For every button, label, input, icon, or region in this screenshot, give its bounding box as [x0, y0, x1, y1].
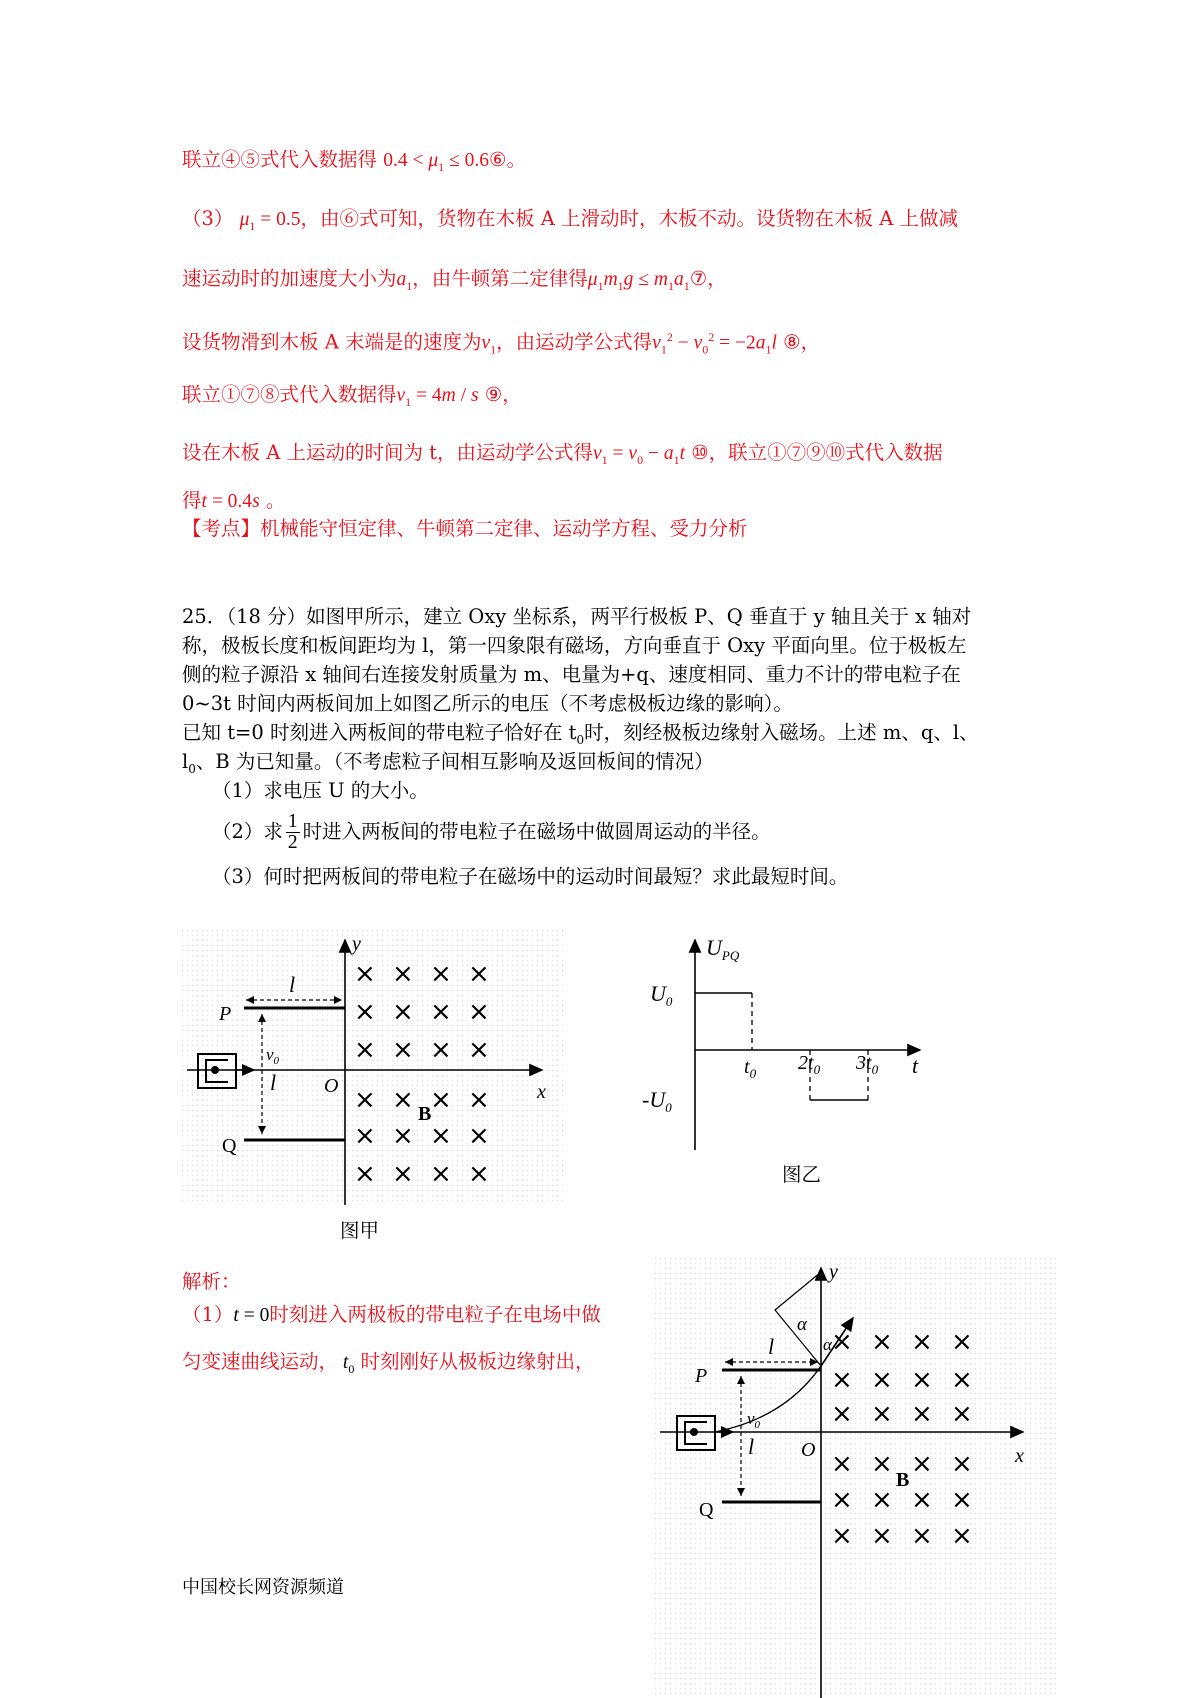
- label-x: x: [1015, 1445, 1024, 1467]
- field-mark: ×: [430, 959, 452, 989]
- solution-line-1: 联立④⑤式代入数据得 $0.4 < \mu_1$ ≤ 0.6⑥。: [182, 148, 526, 174]
- footer-source: 中国校长网资源频道: [182, 1577, 344, 1598]
- figure-b-caption: 图乙: [782, 1163, 822, 1186]
- field-mark: ×: [951, 1521, 973, 1551]
- field-mark: ×: [468, 1159, 490, 1189]
- label-b: B: [418, 1103, 432, 1125]
- field-mark: ×: [354, 1085, 376, 1115]
- label-alpha-2: α: [823, 1335, 832, 1354]
- figure-b: [640, 935, 970, 1160]
- label-t: t: [912, 1053, 919, 1078]
- field-mark: ×: [871, 1449, 893, 1479]
- field-mark: ×: [831, 1449, 853, 1479]
- label-b: B: [896, 1469, 910, 1491]
- field-mark: ×: [354, 1159, 376, 1189]
- label-neg-u0: $-U_0$: [642, 1087, 672, 1115]
- field-mark: ×: [354, 997, 376, 1027]
- solution-text: 联立④⑤式代入数据得: [182, 148, 378, 171]
- figure-a-caption: 图甲: [340, 1219, 380, 1242]
- field-mark: ×: [911, 1399, 933, 1429]
- field-mark: ×: [468, 1085, 490, 1115]
- source-dot: [211, 1066, 219, 1074]
- solution-line-4: 设货物滑到木板 A 末端是的速度为$v_1$，由运动学公式得$v_1^2 - v_0^2 = -2a_1l$ ⑧，: [182, 330, 821, 357]
- field-mark: ×: [354, 1121, 376, 1151]
- field-mark: ×: [392, 1085, 414, 1115]
- field-mark: ×: [831, 1399, 853, 1429]
- problem-line-2: 称，极板长度和板间距均为 l，第一四象限有磁场，方向垂直于 Oxy 平面向里。位于极板左: [182, 634, 967, 657]
- problem-line-6: $l_0$、B 为已知量。（不考虑粒子间相互影响及返回板间的情况）: [182, 750, 714, 776]
- problem-line-3: 侧的粒子源沿 x 轴间右连接发射质量为 m、电量为+q、速度相同、重力不计的带电粒子在: [182, 663, 961, 686]
- label-y: y: [352, 933, 361, 955]
- label-3t0: $3t_0$: [856, 1052, 879, 1077]
- analysis-line-1: （1）t = 0时刻进入两极板的带电粒子在电场中做: [182, 1303, 601, 1326]
- label-upq: $U_{PQ}$: [706, 935, 740, 963]
- label-l-side: l: [270, 1070, 277, 1095]
- solution-line-2: （3） $\mu_1 = 0.5$，由⑥式可知，货物在木板 A 上滑动时，木板不动。设货物在木板 A 上做减: [182, 207, 959, 233]
- field-mark: ×: [951, 1485, 973, 1515]
- label-v0: $v_0$: [747, 1409, 761, 1431]
- field-mark: ×: [871, 1399, 893, 1429]
- solution-line-3: 速运动时的加速度大小为$a_1$，由牛顿第二定律得$\mu_1m_1g$ ≤ $m_1a_1⑦$，: [182, 267, 727, 293]
- fraction-half: $\frac{1}{2}$: [287, 811, 298, 853]
- field-mark: ×: [430, 1121, 452, 1151]
- field-mark: ×: [831, 1365, 853, 1395]
- question-1: （1）求电压 U 的大小。: [212, 779, 429, 802]
- field-mark: ×: [871, 1521, 893, 1551]
- field-mark: ×: [392, 997, 414, 1027]
- kaodian-line: 【考点】机械能守恒定律、牛顿第二定律、运动学方程、受力分析: [182, 517, 748, 540]
- field-mark: ×: [911, 1485, 933, 1515]
- field-mark: ×: [911, 1521, 933, 1551]
- question-3: （3）何时把两板间的带电粒子在磁场中的运动时间最短？求此最短时间。: [212, 865, 849, 888]
- field-mark: ×: [951, 1365, 973, 1395]
- label-2t0: $2t_0$: [798, 1052, 821, 1077]
- label-p: P: [695, 1365, 708, 1387]
- field-mark: ×: [871, 1365, 893, 1395]
- field-mark: ×: [430, 1035, 452, 1065]
- label-y: y: [829, 1261, 838, 1283]
- label-x: x: [537, 1081, 546, 1103]
- label-u0: $U_0$: [650, 981, 673, 1009]
- solution-line-5: 联立①⑦⑧式代入数据得$v_1 = 4m / s$ ⑨，: [182, 383, 522, 409]
- field-mark: ×: [951, 1327, 973, 1357]
- field-mark: ×: [392, 1159, 414, 1189]
- field-mark: ×: [430, 1159, 452, 1189]
- field-mark: ×: [951, 1399, 973, 1429]
- field-mark: ×: [911, 1449, 933, 1479]
- field-mark: ×: [831, 1327, 853, 1357]
- field-mark: ×: [468, 1035, 490, 1065]
- field-mark: ×: [392, 959, 414, 989]
- question-2: （2）求 $\frac{1}{2}$ 时进入两板间的带电粒子在磁场中做圆周运动的半径。: [212, 811, 771, 853]
- label-l-top: l: [768, 1334, 775, 1359]
- dotted-background: [655, 1258, 1060, 1698]
- label-l-side: l: [748, 1434, 755, 1459]
- label-q: Q: [222, 1135, 237, 1157]
- label-origin: O: [324, 1075, 339, 1097]
- label-v0: $v_0$: [266, 1045, 280, 1067]
- field-mark: ×: [430, 1085, 452, 1115]
- label-p: P: [219, 1003, 232, 1025]
- problem-line-1: 25．（18 分）如图甲所示，建立 Oxy 坐标系，两平行极板 P、Q 垂直于 y 轴且关于 x 轴对: [182, 605, 972, 628]
- problem-line-5: 已知 t=0 时刻进入两板间的带电粒子恰好在 $t_0$时，刻经极板边缘射入磁场。上述 m、q、l、: [182, 721, 979, 747]
- figure-c: [655, 1258, 1065, 1698]
- field-mark: ×: [430, 997, 452, 1027]
- analysis-line-2: 匀变速曲线运动， $t_0$ 时刻刚好从极板边缘射出，: [182, 1350, 595, 1376]
- figure-a: [182, 930, 572, 1210]
- field-mark: ×: [354, 1035, 376, 1065]
- field-mark: ×: [468, 959, 490, 989]
- field-mark: ×: [911, 1327, 933, 1357]
- label-origin: O: [801, 1439, 816, 1461]
- label-l-top: l: [289, 972, 296, 997]
- field-mark: ×: [831, 1521, 853, 1551]
- source-dot: [690, 1428, 698, 1436]
- field-mark: ×: [468, 997, 490, 1027]
- label-q: Q: [699, 1499, 714, 1521]
- field-mark: ×: [392, 1121, 414, 1151]
- field-mark: ×: [831, 1485, 853, 1515]
- field-mark: ×: [468, 1121, 490, 1151]
- field-mark: ×: [871, 1485, 893, 1515]
- field-mark: ×: [951, 1449, 973, 1479]
- field-mark: ×: [911, 1365, 933, 1395]
- problem-line-4: 0~3t 时间内两板间加上如图乙所示的电压（不考虑极板边缘的影响）。: [182, 692, 793, 715]
- field-mark: ×: [871, 1327, 893, 1357]
- solution-line-7: 得t = 0.4s 。: [182, 489, 286, 512]
- analysis-title: 解析：: [182, 1270, 241, 1293]
- label-alpha-1: α: [797, 1314, 807, 1335]
- field-mark: ×: [354, 959, 376, 989]
- field-mark: ×: [392, 1035, 414, 1065]
- label-t0: $t_0$: [744, 1056, 757, 1081]
- solution-line-6: 设在木板 A 上运动的时间为 t，由运动学公式得$v_1 = v_0 - a_1t$ ⑩，联立①⑦⑨⑩式代入数据: [182, 441, 943, 467]
